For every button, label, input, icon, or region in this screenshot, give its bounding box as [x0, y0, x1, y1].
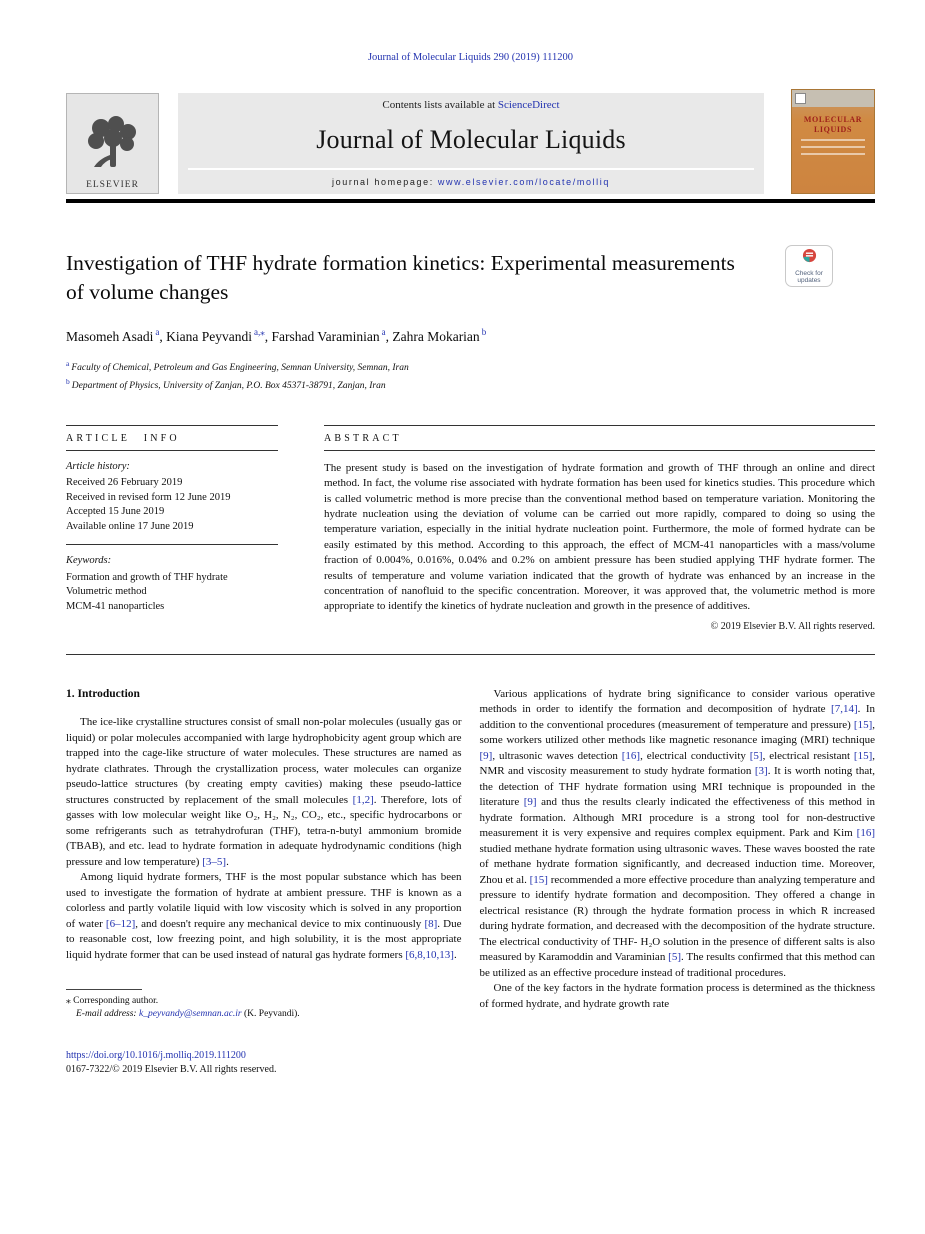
elsevier-label: ELSEVIER [86, 180, 139, 190]
check-for-updates-badge[interactable] [785, 245, 833, 287]
crossmark-icon [802, 248, 817, 268]
abstract-column [324, 425, 875, 632]
journal-citation[interactable]: Journal of Molecular Liquids 290 (2019) 111200 [367, 52, 574, 63]
keyword-item: Volumetric method [66, 586, 147, 598]
cover-publisher-mark-icon [795, 93, 806, 104]
history-item: Received 26 February 2019 [66, 477, 183, 489]
footnote-rule [66, 989, 142, 990]
journal-title: Journal of Molecular Liquids [316, 125, 626, 154]
journal-cover-thumbnail[interactable] [791, 89, 875, 194]
page-footer [66, 1049, 875, 1077]
cover-decor-line [801, 153, 865, 155]
contents-prefix: Contents lists available at [382, 99, 498, 111]
cover-decor-line [801, 146, 865, 148]
history-item: Available online 17 June 2019 [66, 520, 194, 532]
elsevier-logo[interactable] [66, 93, 159, 194]
history-label: Article history: [66, 460, 130, 472]
keywords-block [66, 545, 278, 624]
email-link[interactable]: k_peyvandy@semnan.ac.ir [138, 1009, 242, 1020]
author: Zahra Mokarian $^b$ [392, 327, 487, 344]
body-left-column [66, 687, 462, 1022]
homepage-url-link[interactable]: www.elsevier.com/locate/molliq [437, 177, 610, 187]
affiliations [66, 357, 875, 393]
corresponding-author-footnote [66, 989, 462, 1021]
affiliation: $^b$ Department of Physics, University of Zanjan, P.O. Box 45371-38791, Zanjan, Iran [66, 376, 386, 391]
issn-copyright-line: 0167-7322/© 2019 Elsevier B.V. All rights reserved. [66, 1064, 277, 1076]
sciencedirect-link[interactable]: ScienceDirect [497, 99, 560, 111]
body-right-column [480, 687, 876, 1022]
cover-title: MOLECULAR LIQUIDS [803, 115, 863, 134]
masthead-center [178, 93, 764, 194]
cover-top-band [792, 90, 874, 107]
keyword-item: Formation and growth of THF hydrate [66, 571, 228, 583]
doi-link[interactable]: https://doi.org/10.1016/j.molliq.2019.111200 [66, 1050, 246, 1062]
history-item: Accepted 15 June 2019 [66, 506, 165, 518]
footnote-email-line: E-mail address: k_peyvandy@semnan.ac.ir (K. Peyvandi). [76, 1009, 300, 1020]
article-info-heading: ARTICLE INFO [66, 426, 278, 451]
keyword-item: MCM-41 nanoparticles [66, 600, 165, 612]
abstract-text: The present study is based on the investigation of hydrate formation and growth of THF through an online and direct method. In fact, the volume rise associated with hydrate formation has been used for kinetics studies. This procedure which is called volumetric method is more precise than the conventional method based on temperature variation. Monitoring the hydrate nucleation using the deviation of volume can be carried out more rapidly, compared to doing so using the temperature variation, especially in the initial hydrate nucleation point. Furthermore, the mole of formed hydrate can be easily estimated by this method. According to this approach, the effect of MCM-41 nanoparticles with a mass/volume fraction of 0.004%, 0.016%, 0.04% and 0.2% on ambient pressure has been studied applying THF hydrate former. The results of temperature and volume variation indicated that the growth of hydrate was enhanced by an increase in the concentration of nanofluid to the specific concentration. Moreover, it was approved that, the volumetric method is more appropriate to identify the kinetics of hydrate nucleation and growth in the presence of additives. [324, 461, 875, 613]
body-paragraph: The ice-like crystalline structures consist of small non-polar molecules (usually gas or liquid) or polar molecules accompanied with large hydrophobicity agent group which are trapped into the cage-like structure of water molecules. These structures are named as hydrate clathrates. Through the crystallization process, water molecules can organize pseudo-lattice structures (by creating empty cavities) making these pseudo-lattice structures constructed by replacement of the small molecules [1,2]. Therefore, lots of gasses with low molecular weight like O₂, H₂, N₂, CO₂, etc., specific hydrocarbons or some refrigerants such as tetrahydrofuran (THF), tetra-n-butyl ammonium bromide (TBAB), and etc. lead to hydrate formation in adequate hydrodynamic conditions (high pressure and low temperature) [3–5]. [66, 716, 462, 868]
affiliation: $^a$ Faculty of Chemical, Petroleum and Gas Engineering, Semnan University, Semnan, Iran [66, 358, 409, 373]
article-body [66, 687, 875, 1022]
article-history [66, 451, 278, 546]
masthead [66, 93, 875, 194]
info-abstract-section [66, 425, 875, 655]
author: Masomeh Asadi $^a$, [66, 327, 167, 344]
body-paragraph: Various applications of hydrate bring significance to consider various operative methods in order to identify the formation and decomposition of hydrate [7,14]. In addition to the conventional procedures (measurement of temperature and pressure) [15], some workers utilized other methods like magnetic resonance imaging (MRI) technique [9], ultrasonic waves detection [16], electrical conductivity [5], electrical resistant [15], NMR and viscosity measurement to study hydrate formation [3]. It is worth noting that, the detection of THF hydrate formation using MRI technique is propounded in the literature [9] and thus the results clearly indicated the effectiveness of this method in hydrate formation. Although MRI procedure is a strong tool for non-destructive measurement it is very expensive and requires complex equipment. Park and Kim [16] studied methane hydrate formation using ultrasonic waves. These waves boosted the rate of methane hydrate formation significantly, and decreased induction time. Moreover, Zhou et al. [15] recommended a more effective procedure than analyzing temperature and pressure to identify hydrate formation and decomposition. They offered a change in electrical resistance (R) through the hydrate formation process in which R increased during hydrate formation, and decreased with the decomposition of the hydrate structure. The electrical conductivity of THF- H₂O solution in the presence of different salts is also measured by Karamoddin and Varaminian [5]. The results confirmed that this method can be utilized as an effective procedure instead of traditional procedures. [479, 687, 876, 979]
homepage-prefix: journal homepage: [332, 177, 438, 187]
elsevier-tree-icon [78, 113, 148, 180]
badge-label: Check for updates [795, 269, 823, 284]
author: Kiana Peyvandi $^{a,⁎}$, [166, 327, 272, 344]
author: Farshad Varaminian $^a$, [271, 327, 393, 344]
title-row [66, 249, 875, 307]
article-title: Investigation of THF hydrate formation kinetics: Experimental measurements of volume changes [66, 251, 735, 304]
cover-decor-line [801, 139, 865, 141]
header-rule [66, 199, 875, 203]
body-paragraph: One of the key factors in the hydrate formation process is determined as the thickness of formed hydrate, and hydrate growth rate [479, 982, 875, 1010]
abstract-heading: ABSTRACT [324, 426, 875, 451]
abstract-copyright: © 2019 Elsevier B.V. All rights reserved. [710, 620, 875, 632]
authors-line [66, 327, 875, 345]
contents-line [382, 99, 559, 111]
body-paragraph: Among liquid hydrate formers, THF is the most popular substance which has been used to investigate the formation of hydrate at ambient pressure. THF is known as a colorless and partly volatile liquid with low viscosity which is solved in any proportion of water [6–12], and doesn't require any mechanical device to mix continuously [8]. Due to reasonable cost, low freezing point, and high solubility, it is the most appropriate liquid hydrate former that can be used instead of natural gas hydrate formers [6,8,10,13]. [66, 871, 462, 961]
keywords-label: Keywords: [66, 555, 112, 567]
footnote-line: ⁎ Corresponding author. [66, 996, 159, 1007]
article-info-column [66, 425, 278, 632]
history-item: Received in revised form 12 June 2019 [66, 491, 231, 503]
homepage-line [332, 177, 610, 187]
section-heading-introduction: 1. Introduction [66, 687, 140, 700]
masthead-separator [188, 168, 754, 170]
